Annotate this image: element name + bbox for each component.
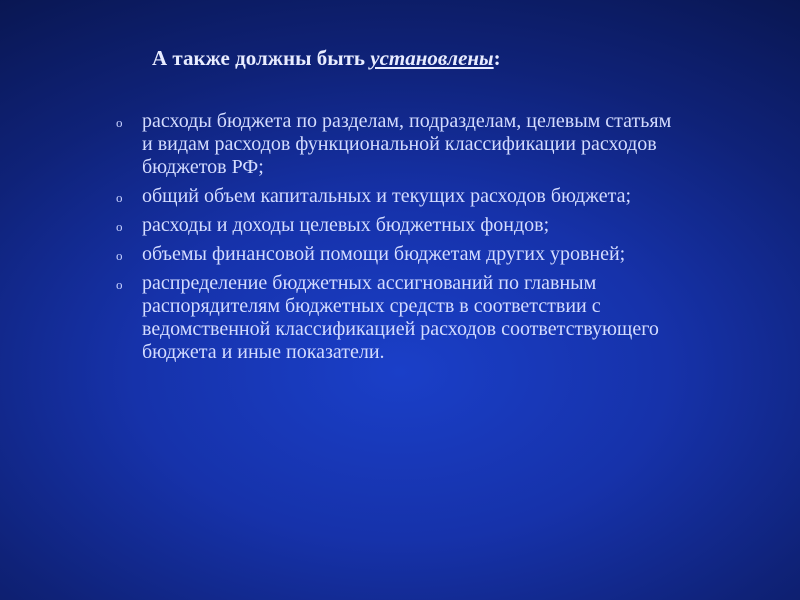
- bullet-list: [116, 110, 686, 370]
- list-item: [116, 185, 686, 208]
- list-item-text: расходы бюджета по разделам, подразделам, целевым статьям и видам расходов функциональной классификации расходов бюджетов РФ;: [142, 110, 672, 178]
- list-item: [116, 243, 686, 266]
- list-item: [116, 214, 686, 237]
- bullet-icon: o: [116, 219, 123, 234]
- bullet-icon: o: [116, 115, 123, 130]
- slide-title: [152, 46, 501, 71]
- bullet-icon: o: [116, 277, 123, 292]
- bullet-icon: o: [116, 248, 123, 263]
- title-suffix: :: [493, 46, 501, 70]
- list-item: [116, 272, 686, 364]
- list-item-text: расходы и доходы целевых бюджетных фондов;: [142, 214, 550, 236]
- list-item-text: объемы финансовой помощи бюджетам других уровней;: [142, 243, 626, 265]
- list-item-text: распределение бюджетных ассигнований по главным распорядителям бюджетных средств в соответствии с ведомственной классификацией расходов соответствующего бюджета и иные показатели.: [142, 272, 659, 363]
- bullet-icon: o: [116, 190, 123, 205]
- title-prefix: А также должны быть: [152, 46, 371, 70]
- title-emphasis: установлены: [370, 46, 494, 70]
- list-item: [116, 110, 686, 179]
- list-item-text: общий объем капитальных и текущих расходов бюджета;: [142, 185, 632, 207]
